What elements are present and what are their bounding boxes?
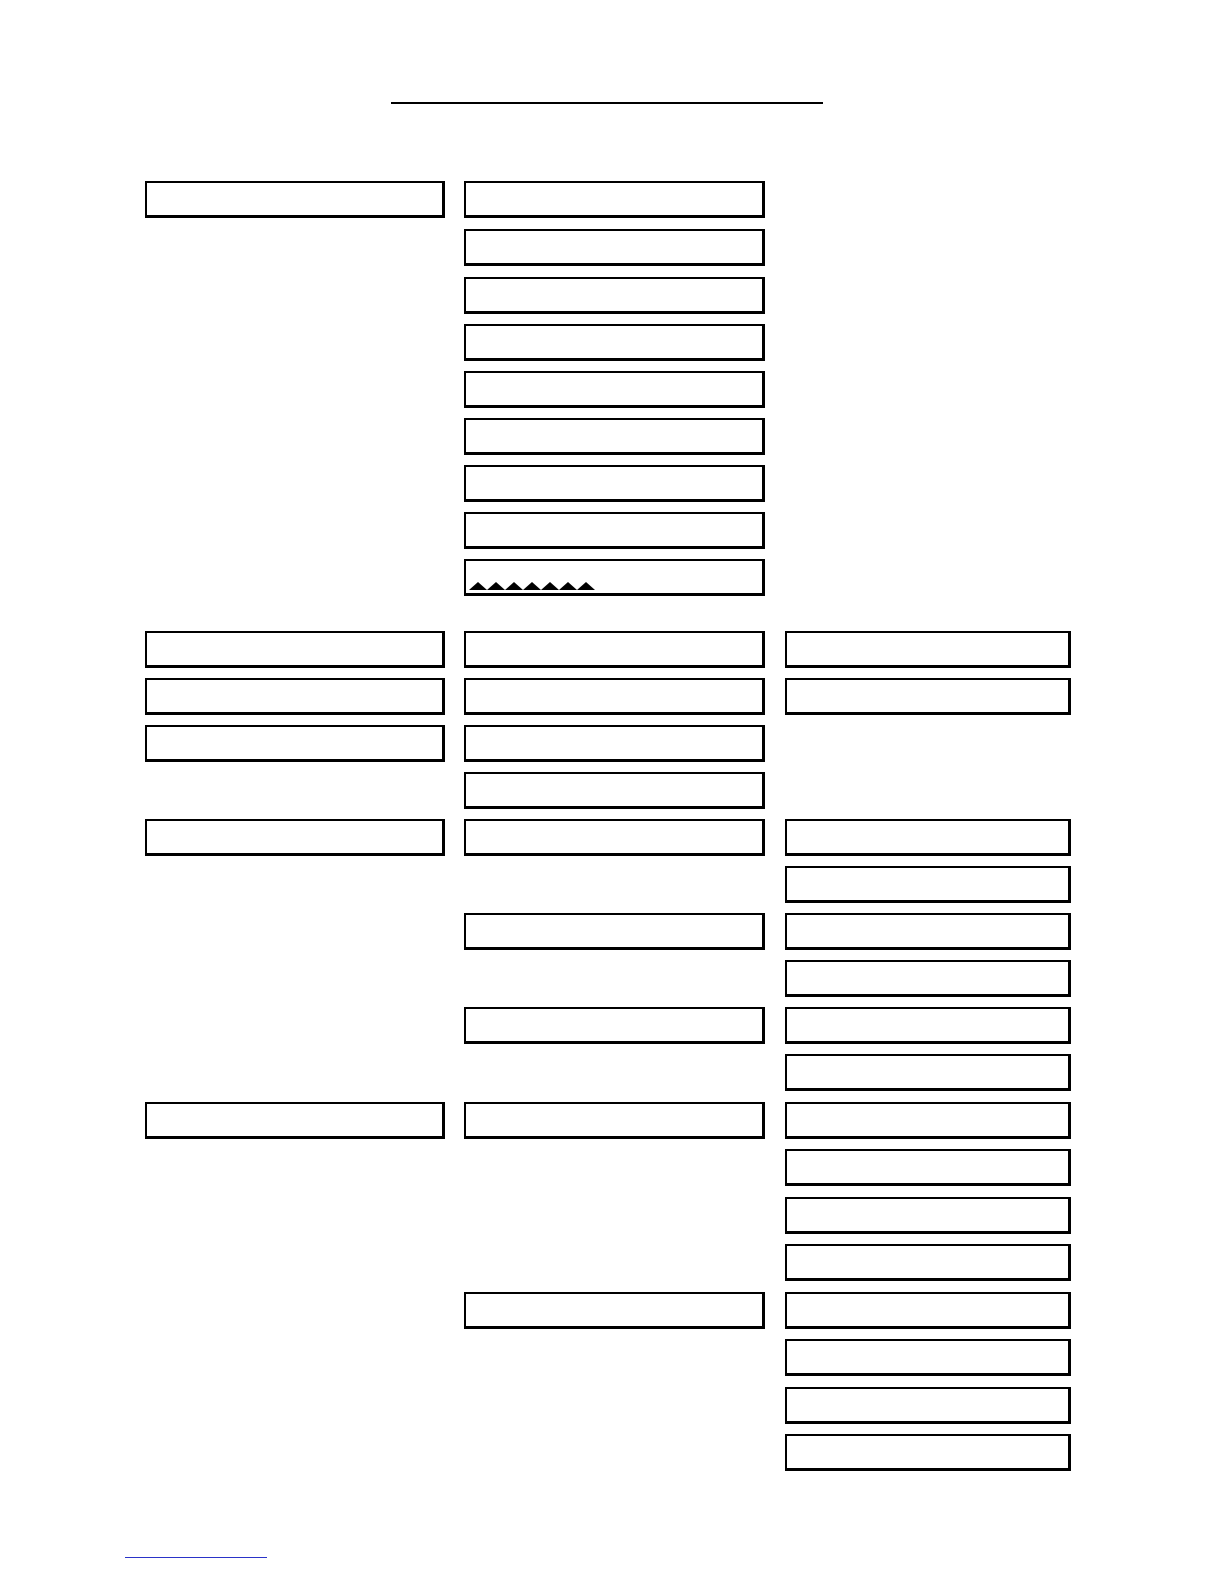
col1-box [145,631,445,668]
col2-box [464,631,765,668]
col2-box-with-triangles [464,559,765,596]
col2-box [464,1007,765,1044]
col2-box [464,1292,765,1329]
col2-box [464,678,765,715]
col2-box [464,181,765,218]
col3-box [785,960,1071,997]
col3-box [785,678,1071,715]
triangle-mark [541,582,559,590]
col3-box [785,1339,1071,1376]
col2-box [464,229,765,266]
triangle-pattern [469,582,595,592]
col3-box [785,1197,1071,1234]
triangle-mark [559,582,577,590]
col3-box [785,1244,1071,1281]
title-underline [391,102,823,104]
col2-box [464,725,765,762]
triangle-mark [523,582,541,590]
col3-box [785,631,1071,668]
col1-box [145,819,445,856]
col2-box [464,324,765,361]
col1-box [145,1102,445,1139]
col2-box [464,772,765,809]
col3-box [785,1007,1071,1044]
triangle-mark [505,582,523,590]
col3-box [785,1149,1071,1186]
col3-box [785,1102,1071,1139]
col1-box [145,725,445,762]
triangle-mark [577,582,595,590]
col3-box [785,1434,1071,1471]
footer-link-underline[interactable] [125,1557,267,1558]
triangle-mark [469,582,487,590]
col3-box [785,1387,1071,1424]
col3-box [785,1054,1071,1091]
col2-box [464,418,765,455]
col2-box [464,913,765,950]
col2-box [464,465,765,502]
col3-box [785,819,1071,856]
col3-box [785,866,1071,903]
col2-box [464,277,765,314]
col3-box [785,913,1071,950]
triangle-mark [487,582,505,590]
col2-box [464,512,765,549]
col2-box [464,819,765,856]
col2-box [464,371,765,408]
col2-box [464,1102,765,1139]
col1-box [145,678,445,715]
col3-box [785,1292,1071,1329]
col1-box [145,181,445,218]
